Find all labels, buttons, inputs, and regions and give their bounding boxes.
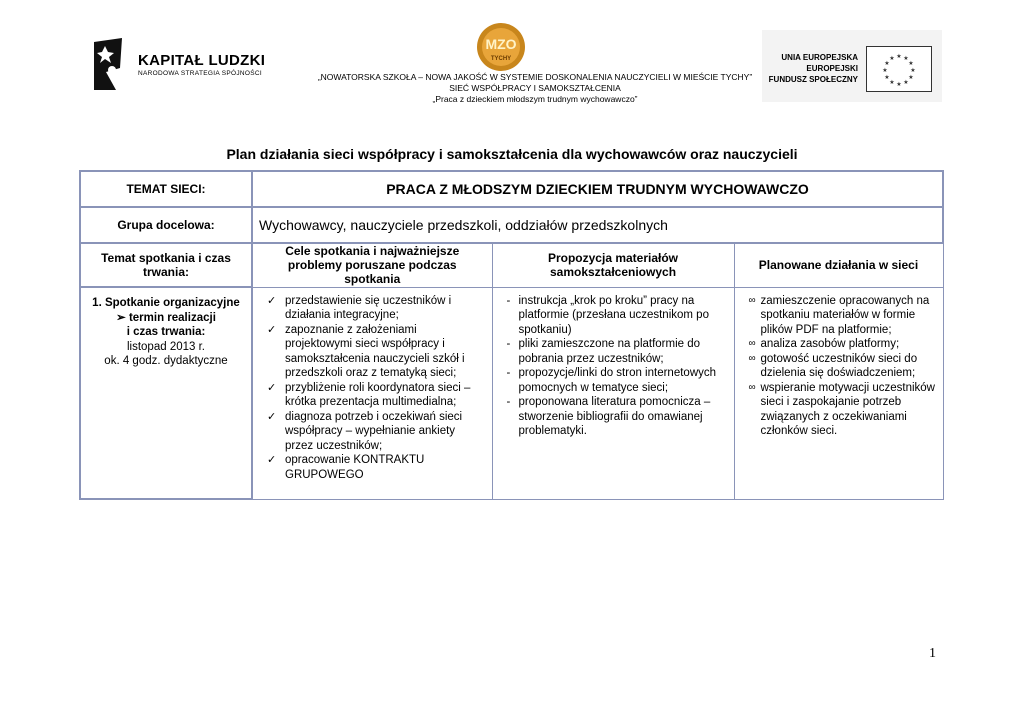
svg-text:★: ★ [884,60,890,67]
material-item: - pliki zamieszczone na platformie do pobrania przez uczestników; [507,337,728,366]
project-line-3: „Praca z dzieckiem młodszym trudnym wychowawczo” [432,94,638,104]
project-line-2: SIEĆ WSPÓŁPRACY I SAMOKSZTAŁCENIA [449,83,621,93]
eu-text [769,52,858,85]
mzo-logo-subtext: TYCHY [490,56,512,62]
kapital-ludzki-subtitle: NARODOWA STRATEGIA SPÓJNOŚCI [138,70,262,77]
material-item: - propozycje/linki do stron internetowych pomocnych w tematyce sieci; [507,366,728,395]
eu-logo-block [762,30,942,102]
meeting-cell [80,287,252,499]
meeting-term [81,311,251,326]
col4-header: Planowane działania w sieci [734,243,943,287]
svg-text:★: ★ [884,74,890,81]
meeting-term-label: termin realizacji [128,311,216,324]
goals-list [253,288,492,483]
mzo-logo-text: MZO [485,36,517,52]
meeting-hours: ok. 4 godz. dydaktyczne [104,355,228,367]
action-item: ∞ zamieszczenie opracowanych na spotkaniu materiałów w formie plików PDF na platformie; [749,294,937,338]
project-line-1: „NOWATORSKA SZKOŁA – NOWA JAKOŚĆ W SYSTEMIE DOSKONALENIA NAUCZYCIELI W MIEŚCIE TYCHY” [317,72,753,82]
kapital-ludzki-logo-icon [92,38,128,90]
svg-text:★: ★ [908,60,914,67]
actions-cell [734,287,943,499]
svg-text:★: ★ [882,67,888,74]
project-header [300,72,770,105]
mzo-tychy-logo-icon [476,22,526,72]
meeting-duration-label: i czas trwania: [126,326,206,338]
col3-header: Propozycja materiałów samokształceniowych [492,243,734,287]
meeting-row [80,287,943,499]
action-item: ∞ gotowość uczestników sieci do dzielenia się doświadczeniem; [749,352,937,381]
svg-text:★: ★ [910,67,916,74]
svg-text:★: ★ [896,81,902,88]
col2-header: Cele spotkania i najważniejsze problemy poruszane podczas spotkania [252,243,492,287]
svg-text:★: ★ [889,79,895,86]
eu-line-1: UNIA EUROPEJSKA [781,53,858,62]
materials-cell [492,287,734,499]
goal-item: ✓ przedstawienie się uczestników i działania integracyjne; [267,294,486,323]
svg-text:★: ★ [896,53,902,60]
material-item: - proponowana literatura pomocnicza – stworzenie bibliografii do omawianej problematyki. [507,395,728,439]
page-number: 1 [929,646,936,661]
goal-item: ✓ przybliżenie roli koordynatora sieci – krótka prezentacja multimedialna; [267,381,486,410]
kapital-ludzki-title: KAPITAŁ LUDZKI [138,52,266,69]
goal-item: ✓ opracowanie KONTRAKTU GRUPOWEGO [267,453,486,482]
document-title: Plan działania sieci współpracy i samokształcenia dla wychowawców oraz nauczycieli [226,146,798,162]
topic-value: PRACA Z MŁODSZYM DZIECKIEM TRUDNYM WYCHOWAWCZO [252,171,943,207]
goal-item: ✓ zapoznanie z założeniami projektowymi sieci współpracy i samokształcenia nauczycieli szkół i przedszkoli oraz z tematyką sieci; [267,323,486,381]
svg-text:★: ★ [903,55,909,62]
arrow-icon: ➢ [116,311,129,324]
svg-text:★: ★ [903,79,909,86]
topic-row [80,171,943,207]
svg-text:★: ★ [889,55,895,62]
topic-label: TEMAT SIECI: [80,171,252,207]
eu-line-3: FUNDUSZ SPOŁECZNY [768,75,858,84]
action-item: ∞ wspieranie motywacji uczestników sieci i zaspokajanie potrzeb związanych z oczekiwaniami członków sieci. [749,381,937,439]
plan-table [79,170,944,500]
eu-line-2: EUROPEJSKI [806,64,858,73]
goals-cell [252,287,492,499]
col1-header: Temat spotkania i czas trwania: [80,243,252,287]
material-item: - instrukcja „krok po kroku” pracy na platformie (przesłana uczestnikom po spotkaniu) [507,294,728,338]
action-item: ∞ analiza zasobów platformy; [749,337,937,352]
eu-flag-icon [866,46,932,92]
meeting-title: 1. Spotkanie organizacyjne [92,297,240,309]
group-row [80,207,943,243]
group-value: Wychowawcy, nauczyciele przedszkoli, oddziałów przedszkolnych [252,207,943,243]
materials-list [493,288,734,439]
actions-list [735,288,943,439]
meeting-date: listopad 2013 r. [126,340,205,353]
group-label: Grupa docelowa: [80,207,252,243]
svg-text:★: ★ [908,74,914,81]
column-header-row [80,243,943,287]
goal-item: ✓ diagnoza potrzeb i oczekiwań sieci współpracy – wypełnianie ankiety przez uczestników; [267,410,486,454]
